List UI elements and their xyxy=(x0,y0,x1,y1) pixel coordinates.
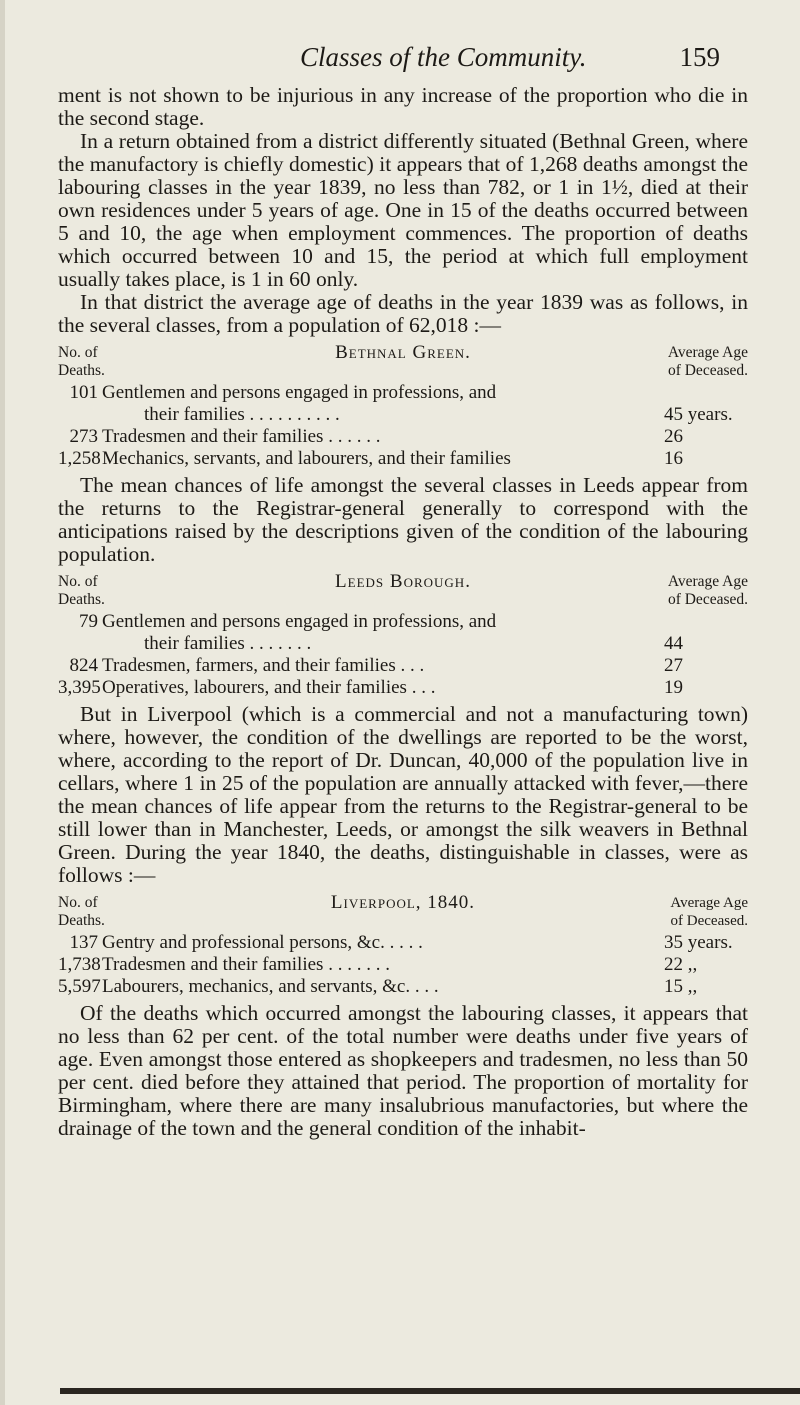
table-row xyxy=(58,382,748,426)
average-age: 35 years. xyxy=(664,932,733,953)
column-header-average-age: Average Age of Deceased. xyxy=(667,573,748,608)
bethnal-green-table xyxy=(58,342,748,470)
paragraph: Of the deaths which occurred amongst the labouring classes, it appears that no less than 62 per cent. of the total number were deaths under five years of age. Even amongst those entered as shopkeepers and tradesmen, no less than 50 per cent. died before they attained that period. The proportion of mortality for Birmingham, where there are many insalubrious manufactories, but where the drainage of the town and the general condition of the inhabit- xyxy=(58,1001,748,1140)
deaths-count: 79 xyxy=(79,611,98,632)
class-description: Gentlemen and persons engaged in professions, and xyxy=(102,611,497,632)
class-description: Tradesmen and their families . . . . . . xyxy=(102,426,381,447)
column-header-deaths: No. of Deaths. xyxy=(58,344,105,379)
average-age: 27 xyxy=(664,655,683,676)
liverpool-table xyxy=(58,892,748,998)
paragraph: ment is not shown to be injurious in any increase of the proportion who die in the second stage. xyxy=(58,83,748,130)
table-row xyxy=(58,932,748,954)
average-age: 26 xyxy=(664,426,683,447)
table-row xyxy=(58,448,748,470)
deaths-count: 824 xyxy=(69,655,98,676)
table-title: Bethnal Green. xyxy=(335,342,471,363)
class-description-continued: their families . . . . . . . xyxy=(144,633,312,654)
table-title: Liverpool, 1840. xyxy=(330,892,476,913)
deaths-count: 5,597 xyxy=(58,976,101,997)
class-description: Gentlemen and persons engaged in professions, and xyxy=(102,382,497,403)
deaths-count: 1,258 xyxy=(58,448,101,469)
page-bottom-edge xyxy=(60,1388,800,1394)
average-age: 44 xyxy=(664,633,683,654)
table-row xyxy=(58,655,748,677)
table-header xyxy=(58,892,748,932)
deaths-count: 3,395 xyxy=(58,677,101,698)
table-row xyxy=(58,677,748,699)
table-row xyxy=(58,954,748,976)
class-description: Gentry and professional persons, &c. . . . . xyxy=(102,932,423,953)
column-header-average-age: Average Age of Deceased. xyxy=(667,344,748,379)
deaths-count: 1,738 xyxy=(58,954,101,975)
class-description-continued: their families . . . . . . . . . . xyxy=(144,404,340,425)
table-header xyxy=(58,571,748,611)
table-title: Leeds Borough. xyxy=(335,571,471,592)
class-description: Mechanics, servants, and labourers, and their families xyxy=(102,448,511,469)
average-age: 45 years. xyxy=(664,404,733,425)
table-row xyxy=(58,976,748,998)
table-row xyxy=(58,426,748,448)
column-header-deaths: No. of Deaths. xyxy=(58,894,105,929)
column-header-average-age: Average Age of Deceased. xyxy=(670,895,748,929)
deaths-count: 101 xyxy=(69,382,98,403)
average-age: 16 xyxy=(664,448,683,469)
class-description: Labourers, mechanics, and servants, &c. . . . xyxy=(102,976,439,997)
deaths-count: 273 xyxy=(69,426,98,447)
page-edge xyxy=(0,0,5,1405)
running-head xyxy=(0,42,800,82)
column-header-deaths: No. of Deaths. xyxy=(58,573,105,608)
paragraph: In that district the average age of deaths in the year 1839 was as follows, in the several classes, from a population of 62,018 :— xyxy=(58,290,748,337)
table-header xyxy=(58,342,748,382)
leeds-borough-table xyxy=(58,571,748,699)
page-body xyxy=(58,84,748,1140)
paragraph: But in Liverpool (which is a commercial and not a manufacturing town) where, however, the condition of the dwellings are reported to be the worst, where, according to the report of Dr. Duncan, 40,000 of the population live in cellars, where 1 in 25 of the population are annually attacked with fever,—there the mean chances of life appear from the returns to the Registrar-general to be still lower than in Manchester, Leeds, or amongst the silk weavers in Bethnal Green. During the year 1840, the deaths, distinguishable in classes, were as follows :— xyxy=(58,702,748,887)
average-age: 22 ,, xyxy=(664,954,698,975)
class-description: Operatives, labourers, and their families . . . xyxy=(102,677,436,698)
class-description: Tradesmen, farmers, and their families . . . xyxy=(102,655,425,676)
class-description: Tradesmen and their families . . . . . . . xyxy=(102,954,390,975)
table-row xyxy=(58,611,748,655)
average-age: 19 xyxy=(664,677,683,698)
running-title: Classes of the Community. xyxy=(300,42,587,72)
deaths-count: 137 xyxy=(69,932,98,953)
paragraph: In a return obtained from a district differently situated (Bethnal Green, where the manufactory is chiefly domestic) it appears that of 1,268 deaths amongst the labouring classes in the year 1839, no less than 782, or 1 in 1½, died at their own residences under 5 years of age. One in 15 of the deaths occurred between 5 and 10, the age when employment commences. The proportion of deaths which occurred between 10 and 15, the period at which full employment usually takes place, is 1 in 60 only. xyxy=(58,129,748,291)
page-number: 159 xyxy=(679,42,720,72)
average-age: 15 ,, xyxy=(664,976,698,997)
paragraph: The mean chances of life amongst the several classes in Leeds appear from the returns to the Registrar-general generally to correspond with the anticipations raised by the descriptions given of the condition of the labouring population. xyxy=(58,473,748,566)
